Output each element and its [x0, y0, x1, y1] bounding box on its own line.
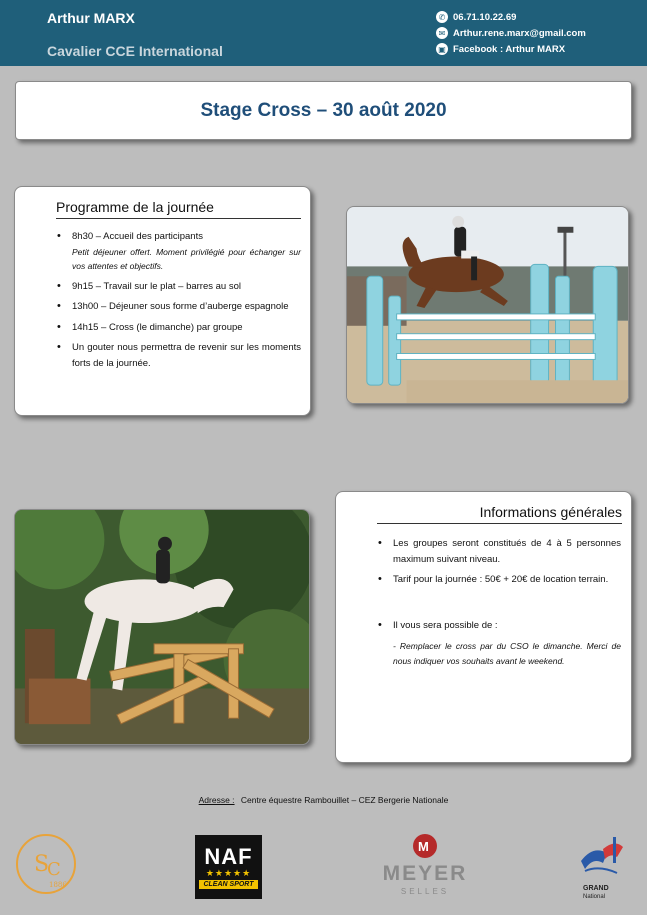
list-item: [55, 229, 301, 274]
list-item: [376, 618, 621, 669]
facebook-icon: ▣: [436, 43, 448, 55]
show-jumping-photo: [346, 206, 629, 404]
rider-title: Cavalier CCE International: [47, 43, 223, 59]
svg-text:S: S: [34, 852, 50, 877]
event-title: Stage Cross – 30 août 2020: [200, 100, 447, 121]
envelope-icon: ✉: [436, 27, 448, 39]
item-text: Un gouter nous permettra de revenir sur les moments forts de la journée.: [72, 342, 301, 369]
rider-name: Arthur MARX: [47, 10, 135, 26]
list-item: [55, 299, 301, 315]
address-text: Centre équestre Rambouillet – CEZ Bergerie Nationale: [240, 795, 449, 805]
list-item: [376, 572, 621, 588]
contact-phone[interactable]: [436, 11, 516, 23]
grand-national-logo: [573, 835, 629, 900]
sc-logo: [15, 833, 77, 895]
address-label: Adresse :: [198, 795, 235, 805]
info-heading: Informations générales: [377, 504, 622, 524]
item-text: Les groupes seront constitués de 4 à 5 personnes maximum suivant niveau.: [393, 538, 621, 565]
info-list: [376, 536, 621, 673]
list-item: [55, 320, 301, 336]
list-item: [55, 279, 301, 295]
item-note: - Remplacer le cross par du CSO le dimanche. Merci de nous indiquer vos souhaits avant le weekend.: [393, 641, 621, 666]
address-line: [0, 795, 647, 805]
naf-band: CLEAN SPORT: [199, 880, 257, 889]
list-item: [55, 340, 301, 371]
naf-logo: [195, 835, 262, 899]
item-text: Tarif pour la journée : 50€ + 20€ de location terrain.: [393, 574, 609, 585]
item-text: 13h00 – Déjeuner sous forme d’auberge espagnole: [72, 301, 289, 312]
meyer-name: MEYER: [382, 862, 468, 885]
facebook-label: Facebook : Arthur MARX: [453, 43, 566, 55]
item-text: 8h30 – Accueil des participants: [72, 231, 203, 242]
contact-email[interactable]: [436, 27, 586, 39]
info-box: [335, 491, 632, 763]
svg-text:C: C: [47, 859, 61, 880]
item-text: 14h15 – Cross (le dimanche) par groupe: [72, 321, 243, 333]
svg-text:M: M: [418, 839, 429, 854]
contact-facebook[interactable]: [436, 43, 565, 55]
programme-box: [14, 186, 311, 416]
gn-line2: National: [583, 894, 606, 900]
naf-name: NAF: [204, 843, 253, 869]
item-subtext: Petit déjeuner offert. Moment privilégié pour échanger sur vos attentes et objectifs.: [72, 246, 301, 271]
email-address: Arthur.rene.marx@gmail.com: [453, 27, 586, 39]
header-banner: [0, 0, 647, 66]
phone-icon: ✆: [436, 11, 448, 23]
item-text: Il vous sera possible de :: [393, 619, 498, 631]
programme-heading: Programme de la journée: [56, 199, 301, 219]
meyer-sub: SELLES: [400, 887, 450, 896]
phone-number: 06.71.10.22.69: [453, 11, 517, 23]
gn-text: [583, 885, 609, 901]
item-text: 9h15 – Travail sur le plat – barres au sol: [72, 280, 241, 292]
sc-year: 1886: [49, 881, 67, 889]
list-item: [376, 536, 621, 567]
meyer-logo: [360, 832, 490, 894]
programme-list: [55, 229, 301, 376]
event-title-box: [15, 81, 632, 140]
naf-stars: ★★★★★: [205, 867, 252, 878]
cross-country-photo: [14, 509, 310, 745]
gn-line1: GRAND: [583, 885, 609, 892]
